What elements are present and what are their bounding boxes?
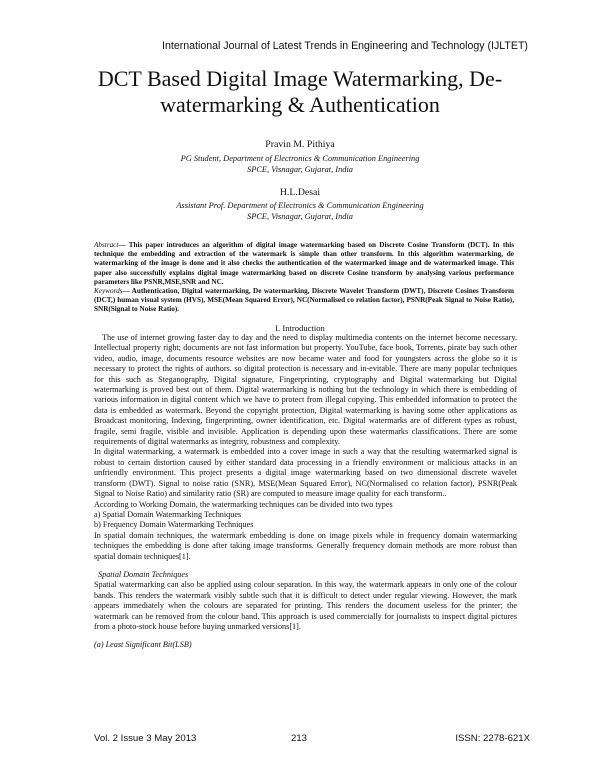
author-name-2: H.L.Desai (279, 187, 321, 198)
paper-title: DCT Based Digital Image Watermarking, De-watermarking & Authentication (97, 66, 503, 117)
author-affiliation-1b: SPCE, Visnagar, Gujarat, India (247, 165, 353, 174)
paragraph: In spatial domain techniques, the watermark embedding is done on image pixels while in frequency domain watermarking techniques the embedding is done after taking image transforms. Generally frequency domain methods are more robust than spatial domain techniques[1]. (94, 530, 517, 561)
section-heading-introduction: I. Introduction (275, 323, 325, 333)
abstract-label: Abstract (94, 241, 119, 249)
author-affiliation-2a: Assistant Prof. Department of Electronics & Communication Engineering (176, 201, 424, 210)
paragraph: The use of internet growing faster day to day and the need to display multimedia contents on the internet become necessary. Intellectual property right; documents are not fast information but property. YouTube, face book, Torrents, pirate bay such other video, audio, image, documents resource websites are now became water and food for youngsters across the globe so it is necessary to protect the rights of authors. so digital protection is necessary and in-evitable. There are many popular techniques for this such as Steganography, Digital signature, Fingerprinting, cryptography and Digital watermarking but Digital watermarking is proved best out of them. Digital watermarking is nothing but the technology in which there is embedding of various information in digital content which we have to protect from illegal copying. This embedded information to protect the data is embedded as watermark. Beyond the copyright protection, Digital watermarking is having some other applications as Broadcast monitoring, Indexing, fingerprinting, owner identification, etc. Digital watermarks are of different types as robust, fragile, semi fragile, visible and invisible. Application is depending upon these watermarks classifications. There are some requirements of digital watermarks as integrity, robustness and complexity. (94, 333, 517, 447)
list-item: a) Spatial Domain Watermarking Techniques (94, 509, 242, 519)
footer-page-number: 213 (291, 733, 308, 744)
abstract-block (94, 241, 514, 315)
author-affiliation-2b: SPCE, Visnagar, Gujarat, India (247, 212, 353, 221)
author-name-1: Pravin M. Pithiya (265, 139, 335, 150)
subsection-heading: (a) Least Significant Bit(LSB) (94, 640, 192, 650)
list-item: b) Frequency Domain Watermarking Techniques (94, 520, 254, 530)
abstract-text: — This paper introduces an algorithm of digital image watermarking based on Discrete Cosine Transform (DCT). In this technique the embedding and extraction of the watermark is simple than other transform. In this algorithm watermarking, de watermarking of the image is done and it also checks the authentication of the watermarked image and de watermarked image. This paper also successfully explains digital image watermarking based on discrete Cosine transform by analysing various performance parameters like PSNR,MSE,SNR and NC. (94, 241, 514, 286)
body-text (94, 333, 517, 651)
keywords-label: Keywords (94, 287, 123, 296)
author-affiliation-1a: PG Student, Department of Electronics & Communication Engineering (180, 154, 420, 163)
footer-volume: Vol. 2 Issue 3 May 2013 (94, 733, 197, 744)
journal-header: International Journal of Latest Trends in Engineering and Technology (IJLTET) (162, 40, 528, 52)
subsection-heading: Spatial Domain Techniques (98, 569, 189, 579)
paragraph: Spatial watermarking can also be applied using colour separation. In this way, the watermark appears in only one of the colour bands. This renders the watermark visibly subtle such that it is difficult to detect under regular viewing. However, the mark appears immediately when the colours are separated for printing. This renders the document useless for the printer; the watermark can be removed from the colour band. This approach is used commercially for journalists to inspect digital pictures from a photo-stock house before buying unmarked versions[1]. (94, 580, 517, 631)
keywords-text: — Authentication, Digital watermarking, De watermarking, Discrete Wavelet Transform (DWT), Discrete Cosines Transform (DCT,) human visual system (HVS), MSE(Mean Squared Error), NC(Normalised co relation factor), PSNR(Peak Signal to Noise Ratio), SNR(Signal to Noise Ratio). (94, 287, 514, 314)
paragraph: According to Working Domain, the watermarking techniques can be divided into two types (94, 499, 393, 509)
footer-issn: ISSN: 2278-621X (455, 733, 530, 744)
paragraph: In digital watermarking, a watermark is embedded into a cover image in such a way that the resulting watermarked signal is robust to certain distortion caused by either standard data processing in a friendly environment or malicious attacks in an unfriendly environment. This project presents a digital image watermarking based on two dimensional discrete wavelet transform (DWT). Signal to noise ratio (SNR), MSE(Mean Squared Error), NC(Normalised co relation factor), PSNR(Peak Signal to Noise Ratio) and similarity ratio (SR) are computed to measure image quality for each transform.. (94, 447, 517, 499)
